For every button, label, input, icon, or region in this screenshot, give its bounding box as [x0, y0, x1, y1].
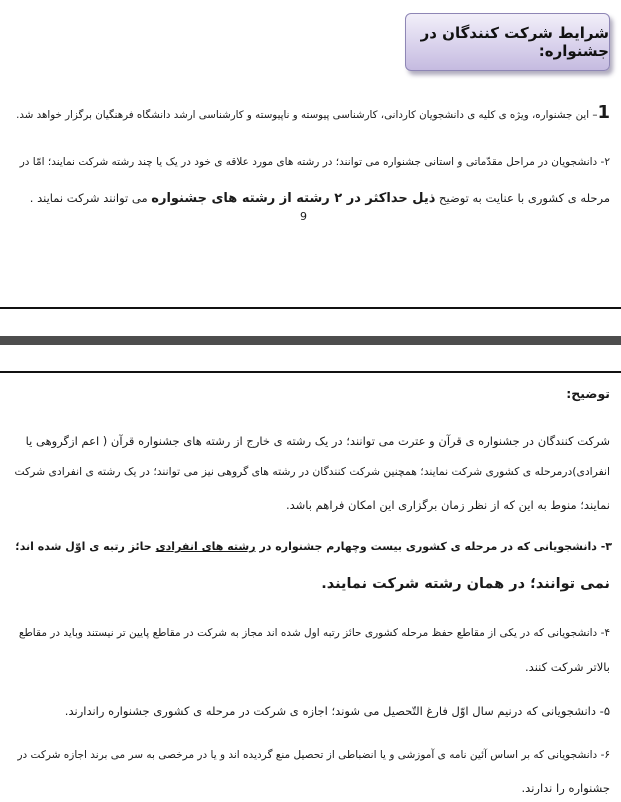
item-3-line-2: نمی توانند؛ در همان رشته شرکت نمایند. [321, 576, 610, 592]
divider-bottom [0, 371, 621, 373]
item-3-line-1 [4, 540, 612, 553]
section-title-box [405, 13, 610, 71]
divider-top [0, 307, 621, 309]
item-2-line-1: ۲- دانشجویان در مراحل مقدّماتی و استانی جشنواره می توانند؛ در رشته های مورد علاقه ی خود در یک یا چند رشته شرکت نمایند؛ امّا در [19, 156, 610, 168]
item-2-text-b: می توانند شرکت نمایند . [29, 191, 148, 205]
item-4-line-1: ۴- دانشجویانی که در یکی از مقاطع حفظ مرحله کشوری حائز رتبه اول شده اند مجاز به شرکت در مقاطع پایین تر نیستند وباید در مقاطع [18, 627, 610, 639]
item-6-line-1: ۶- دانشجویانی که بر اساس آئین نامه ی آموزشی و یا انضباطی از تحصیل منع گردیده اند و یا در مرخصی به سر می برند اجازه شرکت در [17, 749, 610, 761]
item-1-number: 1 [597, 102, 610, 123]
item-2-text-a: مرحله ی کشوری با عنایت به توضیح [439, 191, 610, 205]
note-heading: توضیح: [566, 386, 610, 401]
page-number: 9 [300, 210, 307, 223]
item-2-bold-text: ذیل حداکثر در ۲ رشته از رشته های جشنواره [151, 191, 436, 206]
item-1 [10, 104, 610, 124]
item-3-text-b: حائز رتبه ی اوّل شده اند؛ [15, 540, 152, 553]
item-5-line-1: ۵- دانشجویانی که درنیم سال اوّل فارغ التّحصیل می شوند؛ اجازه ی شرکت در مرحله ی کشوری جشنواره راندارند. [64, 704, 610, 718]
item-1-text: – این جشنواره، ویژه ی کلیه ی دانشجویان کاردانی، کارشناسی پیوسته و ناپیوسته و کارشناسی ارشد دانشگاه فرهنگیان برگزار خواهد شد. [16, 109, 598, 121]
item-2-line-2 [10, 189, 610, 208]
item-3-text-a: ۳- دانشجویانی که در مرحله ی کشوری بیست وچهارم جشنواره در [259, 540, 612, 553]
item-4-line-2: بالاتر شرکت کنند. [525, 660, 610, 674]
item-6-line-2: جشنواره را ندارند. [521, 781, 610, 795]
note-line-3: نمایند؛ منوط به این که از نظر زمان برگزاری این امکان فراهم باشد. [285, 498, 610, 512]
note-line-2: انفرادی)درمرحله ی کشوری شرکت نمایند؛ همچنین شرکت کنندگان در رشته های گروهی نیز می توانند؛ در یک رشته ی انفرادی شرکت [14, 465, 610, 478]
divider-band [0, 336, 621, 345]
note-line-1: شرکت کنندگان در جشنواره ی قرآن و عترت می توانند؛ در یک رشته ی خارج از رشته های جشنواره قرآن ( اعم ازگروهی یا [25, 434, 610, 448]
section-title: شرایط شرکت کنندگان در جشنواره: [420, 24, 609, 60]
item-3-underlined: رشته های انفرادی [155, 540, 256, 553]
